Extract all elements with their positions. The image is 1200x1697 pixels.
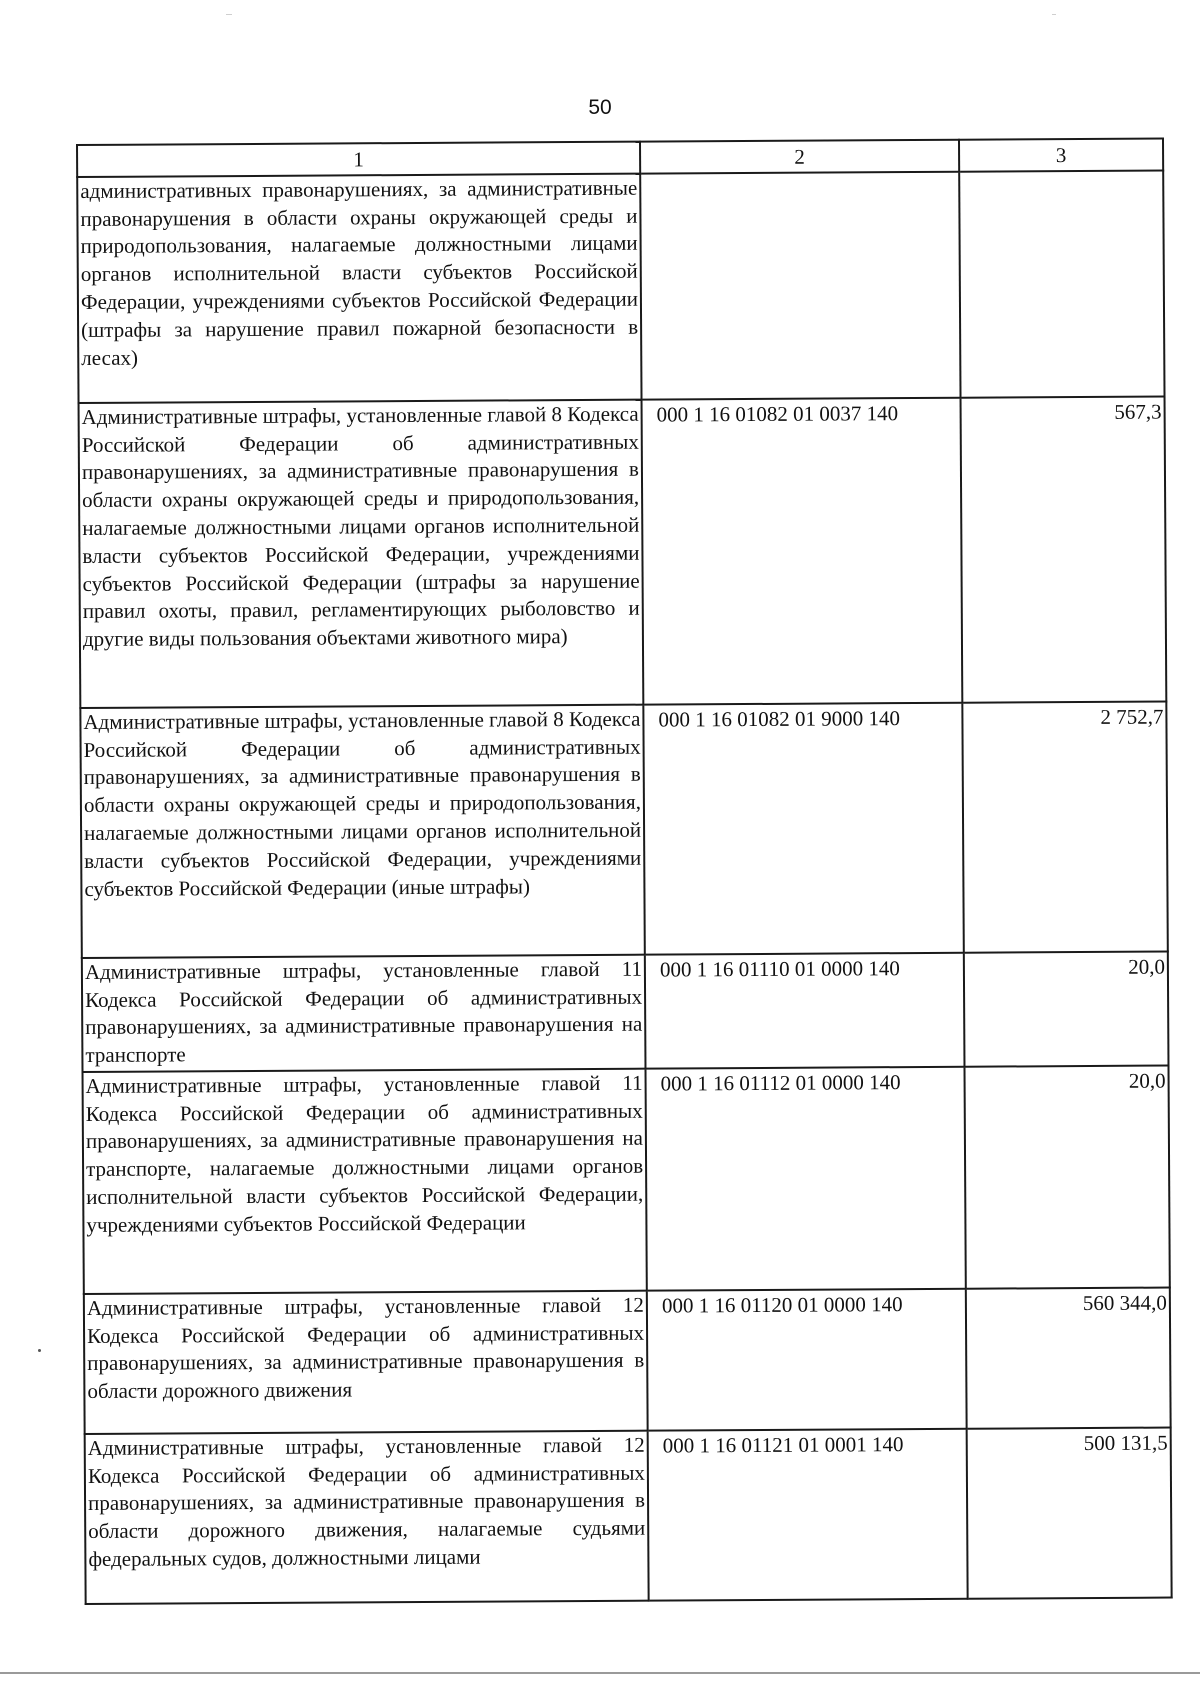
scan-artifact-dot: [38, 1349, 41, 1352]
row-code: 000 1 16 01120 01 0000 140: [647, 1289, 967, 1431]
row-name: Административные штрафы, установленные главой 11 Кодекса Российской Федерации об административных правонарушениях, за административные правонарушения на транспорте: [82, 954, 646, 1071]
page-number: 50: [588, 96, 612, 119]
row-sum: 567,3: [961, 396, 1167, 702]
row-code: 000 1 16 01112 01 0000 140: [645, 1067, 965, 1291]
row-code: [640, 172, 960, 400]
table-row: [82, 951, 1169, 1071]
row-code: 000 1 16 01082 01 9000 140: [643, 703, 963, 955]
scan-artifact-top-right: [1052, 14, 1056, 15]
table-row: [79, 396, 1167, 707]
table-row: [80, 701, 1167, 957]
row-sum: [959, 170, 1164, 397]
row-sum: 560 344,0: [966, 1287, 1171, 1428]
row-name: Административные штрафы, установленные главой 11 Кодекса Российской Федерации об административных правонарушениях, за административные правонарушения на транспорте, налагаемые должностными лицами органов исполнительной власти субъектов Российской Федерации, учреждениями субъектов Российской Федерации: [83, 1068, 647, 1293]
column-header-3: 3: [959, 139, 1163, 172]
row-sum: 2 752,7: [962, 701, 1167, 952]
table-row: [83, 1065, 1170, 1293]
budget-revenue-table: [76, 138, 1173, 1605]
row-name: Административные штрафы, установленные главой 12 Кодекса Российской Федерации об административных правонарушениях, за административные правонарушения в области дорожного движения: [84, 1290, 648, 1433]
scan-artifact-top: [226, 14, 232, 15]
scan-artifact-bottom-line: [0, 1672, 1200, 1674]
row-sum: 500 131,5: [967, 1427, 1172, 1598]
table-row: [85, 1427, 1172, 1603]
row-code: 000 1 16 01082 01 0037 140: [642, 398, 963, 705]
row-name: Административные штрафы, установленные главой 12 Кодекса Российской Федерации об административных правонарушениях, за административные правонарушения в области дорожного движения, налагаемые судьями федеральных судов, должностными лицами: [85, 1430, 649, 1603]
row-code: 000 1 16 01110 01 0000 140: [645, 953, 965, 1069]
row-name: Административные штрафы, установленные главой 8 Кодекса Российской Федерации об административных правонарушениях, за административные правонарушения в области охраны окружающей среды и природопользования, налагаемые должностными лицами органов исполнительной власти субъектов Российской Федерации, учреждениями субъектов Российской Федерации (иные штрафы): [80, 704, 644, 957]
column-header-2: 2: [640, 140, 959, 174]
table-row: [77, 170, 1164, 402]
row-sum: 20,0: [964, 1065, 1169, 1288]
row-code: 000 1 16 01121 01 0001 140: [648, 1429, 968, 1601]
column-header-1: 1: [77, 142, 640, 177]
row-name: административных правонарушениях, за административные правонарушения в области охраны окружающей среды и природопользования, налагаемые должностными лицами органов исполнительной власти субъектов Российской Федерации, учреждениями субъектов Российской Федерации (штрафы за нарушение правил пожарной безопасности в лесах): [77, 173, 641, 402]
table-row: [84, 1287, 1171, 1433]
row-sum: 20,0: [964, 951, 1169, 1066]
row-name: Административные штрафы, установленные главой 8 Кодекса Российской Федерации об административных правонарушениях, за административные правонарушения в области охраны окружающей среды и природопользования, налагаемые должностными лицами органов исполнительной власти субъектов Российской Федерации, учреждениями субъектов Российской Федерации (штрафы за нарушение правил охоты, правил, регламентирующих рыболовство и другие виды пользования объектами животного мира): [79, 399, 644, 707]
